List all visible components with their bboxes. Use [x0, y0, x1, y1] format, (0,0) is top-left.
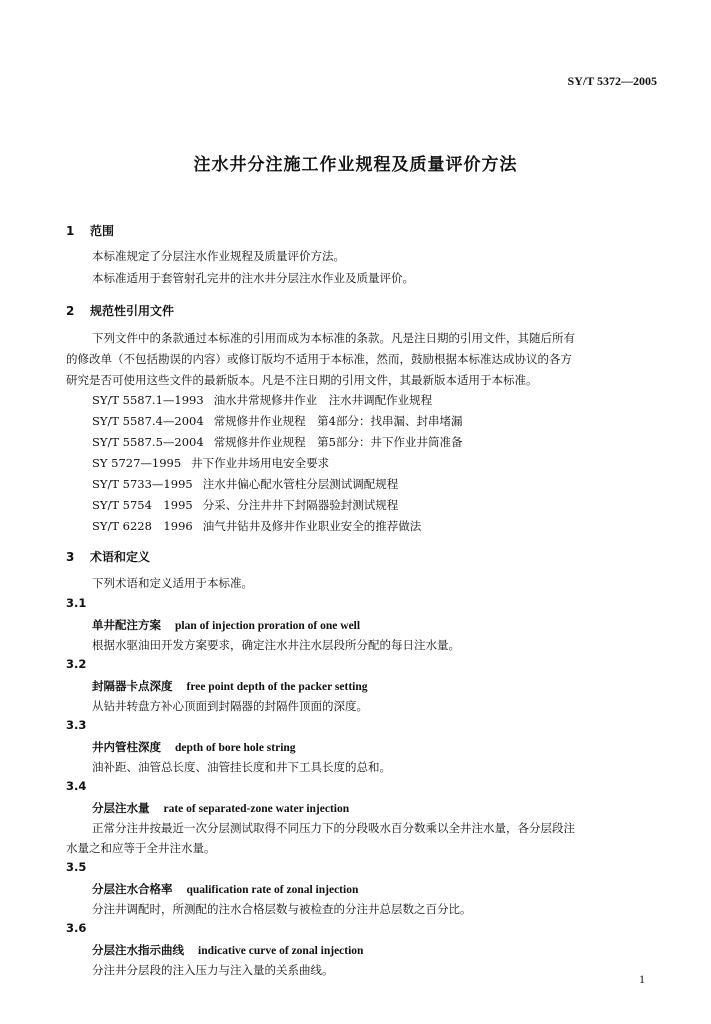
section-title: 术语和定义: [90, 550, 151, 564]
section-number: 1: [66, 224, 75, 238]
reference-code: SY/T 5587.5—2004: [92, 435, 204, 449]
section-title: 范围: [90, 224, 115, 238]
term-definition: 分注井调配时，所测配的注水合格层数与被检查的分注井总层数之百分比。: [92, 902, 472, 916]
subsection-number: 3.1: [66, 596, 87, 610]
term-en: free point depth of the packer setting: [186, 681, 368, 693]
reference-code: SY/T 5754 1995: [92, 498, 193, 512]
reference-code: SY/T 6228 1996: [92, 519, 193, 533]
section-2-heading: [66, 302, 174, 319]
paragraph-line: 的修改单（不包括勘误的内容）或修订版均不适用于本标准，然而，鼓励根据本标准达成协议的各方: [66, 352, 572, 366]
paragraph-line: 下列文件中的条款通过本标准的引用而成为本标准的条款。凡是注日期的引用文件，其随后所有: [92, 331, 575, 345]
term-heading: [92, 617, 360, 633]
standard-code: SY/T 5372—2005: [567, 74, 657, 88]
term-definition: 分注井分层段的注入压力与注入量的关系曲线。: [92, 963, 334, 977]
term-definition: 根据水驱油田开发方案要求，确定注水井注水层段所分配的每日注水量。: [92, 638, 460, 652]
term-zh: 井内管柱深度: [92, 740, 161, 754]
term-definition: 正常分注井按最近一次分层测试取得不同压力下的分段吸水百分数乘以全井注水量，各分层段注: [92, 821, 575, 835]
term-en: indicative curve of zonal injection: [198, 945, 364, 957]
paragraph-line: 下列术语和定义适用于本标准。: [92, 576, 253, 590]
document-title: 注水井分注施工作业规程及质量评价方法: [193, 155, 518, 175]
subsection-number: 3.6: [66, 921, 87, 935]
term-zh: 封隔器卡点深度: [92, 679, 173, 693]
term-definition: 油补距、油管总长度、油管挂长度和井下工具长度的总和。: [92, 760, 391, 774]
term-zh: 分层注水指示曲线: [92, 943, 184, 957]
reference-title: 油气井钻井及修井作业职业安全的推荐做法: [202, 519, 422, 533]
section-3-heading: [66, 548, 150, 565]
reference-item: [92, 455, 329, 471]
reference-title: 油水井常规修井作业 注水井调配作业规程: [213, 393, 433, 407]
reference-title: 井下作业井场用电安全要求: [191, 456, 330, 470]
reference-code: SY/T 5587.1—1993: [92, 393, 204, 407]
term-en: plan of injection proration of one well: [175, 620, 361, 632]
reference-item: [92, 497, 398, 513]
subsection-number: 3.2: [66, 657, 87, 671]
term-definition: 水量之和应等于全井注水量。: [66, 841, 216, 855]
term-heading: [92, 739, 296, 755]
section-1-heading: [66, 222, 114, 239]
subsection-number: 3.3: [66, 718, 87, 732]
reference-item: [92, 413, 463, 429]
term-heading: [92, 881, 358, 897]
page-number: 1: [639, 972, 645, 986]
reference-item: [92, 392, 432, 408]
reference-code: SY/T 5587.4—2004: [92, 414, 204, 428]
reference-title: 常规修井作业规程 第4部分：找串漏、封串堵漏: [213, 414, 463, 428]
section-number: 2: [66, 304, 75, 318]
term-heading: [92, 678, 368, 694]
term-heading: [92, 800, 349, 816]
term-en: rate of separated-zone water injection: [163, 803, 350, 815]
reference-title: 常规修井作业规程 第5部分：井下作业井筒准备: [213, 435, 463, 449]
reference-item: [92, 434, 463, 450]
reference-title: 注水井偏心配水管柱分层测试调配规程: [202, 477, 399, 491]
paragraph-line: 研究是否可使用这些文件的最新版本。凡是不注日期的引用文件，其最新版本适用于本标准。: [66, 373, 538, 387]
term-heading: [92, 942, 363, 958]
term-en: qualification rate of zonal injection: [186, 884, 359, 896]
reference-item: [92, 518, 421, 534]
reference-code: SY 5727—1995: [92, 456, 182, 470]
subsection-number: 3.4: [66, 779, 87, 793]
term-en: depth of bore hole string: [175, 742, 296, 754]
reference-item: [92, 476, 398, 492]
term-zh: 分层注水合格率: [92, 882, 173, 896]
paragraph-line: 本标准适用于套管射孔完井的注水井分层注水作业及质量评价。: [92, 271, 414, 285]
term-zh: 分层注水量: [92, 801, 150, 815]
paragraph-line: 本标准规定了分层注水作业规程及质量评价方法。: [92, 249, 345, 263]
section-number: 3: [66, 550, 75, 564]
term-zh: 单井配注方案: [92, 618, 161, 632]
subsection-number: 3.5: [66, 860, 87, 874]
section-title: 规范性引用文件: [90, 304, 175, 318]
reference-title: 分采、分注井井下封隔器验封测试规程: [202, 498, 399, 512]
reference-code: SY/T 5733—1995: [92, 477, 193, 491]
term-definition: 从钻井转盘方补心顶面到封隔器的封隔件顶面的深度。: [92, 699, 368, 713]
